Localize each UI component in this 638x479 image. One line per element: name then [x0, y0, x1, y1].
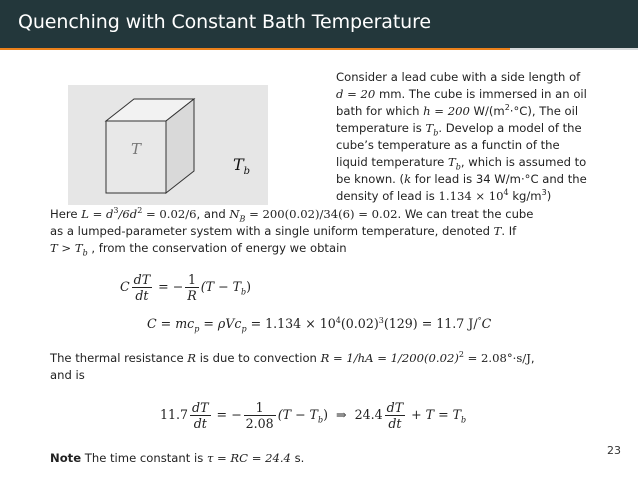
fraction-dT-dt-3: $\frac{dT}{dt}$: [386, 400, 404, 431]
statement-line-2: d = 20 mm. The cube is immersed in an oil: [336, 87, 587, 101]
fraction-1-2.08: $\frac{1}{2.08}$: [245, 400, 274, 431]
fraction-dT-dt-2: $\frac{dT}{dt}$: [192, 400, 209, 431]
model-equation: 11.7 $\frac{dT}{dt}$ = − $\frac{1}{2.08}$ $(T - T_b)$ ⇒ 24.4 $\frac{dT}{dt}$ + $T = T_b$: [160, 400, 467, 431]
implies-arrow: ⇒: [328, 407, 355, 422]
fraction-dT-dt: $\frac{dT}{dt}$: [133, 272, 151, 303]
thermal-resistance-text: [50, 350, 630, 384]
cube-drawing: [68, 85, 268, 205]
intro-line-2: as a lumped-parameter system with a single uniform temperature, denoted T. If: [50, 224, 517, 238]
slide-header: [0, 0, 638, 48]
slide-title: Quenching with Constant Bath Temperature: [18, 11, 432, 33]
intro-line-1: Here $L = d^3/6d^2 = 0.02/6$, and $N_B = 200(0.02)/34(6) = 0.02$. We can treat the cube: [50, 206, 534, 224]
bath-temperature-label: $T_b$: [233, 155, 251, 178]
resistance-line-1: The thermal resistance R is due to convection $R = 1/hA = 1/200(0.02)^2 = 2.08^\circ\cdot s/J$,: [50, 350, 535, 365]
progress-bar: [0, 48, 638, 50]
fraction-1-R: $\frac{1}{R}$: [187, 272, 197, 303]
solution-intro: [50, 206, 630, 257]
energy-balance-equation: C $\frac{dT}{dt}$ = − $\frac{1}{R}$ $(T - T_b)$: [120, 272, 252, 303]
cube-figure: [68, 85, 268, 205]
problem-statement: [336, 69, 632, 205]
page-number: 23: [607, 444, 621, 457]
statement-line-3: bath for which h = 200 $W/(m^2\cdot^\circ C)$, The oil: [336, 103, 579, 118]
statement-line-4: temperature is $T_b$. Develop a model of the: [336, 121, 582, 138]
statement-line-6: liquid temperature $T_b$, which is assumed to: [336, 155, 587, 172]
statement-line-7: be known. (k for lead is 34 W/m·°C and the: [336, 172, 587, 186]
cube-temperature-label: T: [131, 140, 142, 158]
note-label: Note: [50, 451, 82, 465]
capacitance-equation: $C = mc_p = \rho Vc_p = 1.134 \times 10^4(0.02)^3(129) = 11.7$ J/°C: [147, 315, 492, 334]
resistance-line-2: and is: [50, 368, 85, 382]
intro-line-3: $T > T_b$ , from the conservation of energy we obtain: [50, 241, 347, 258]
statement-line-5: cube’s temperature as a functin of the: [336, 138, 560, 152]
progress-fill: [0, 48, 510, 50]
statement-line-8: density of lead is $1.134 \times 10^4$ $kg/m^3$): [336, 188, 552, 203]
statement-line-1: Consider a lead cube with a side length of: [336, 70, 581, 84]
time-constant-note: Note The time constant is τ = RC = 24.4 s.: [50, 451, 305, 465]
